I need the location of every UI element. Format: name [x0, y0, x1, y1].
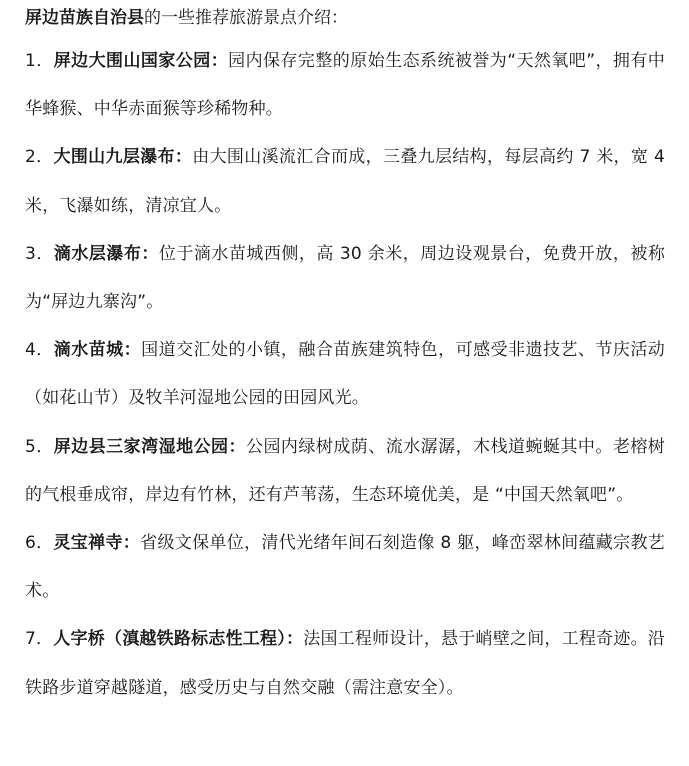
item-colon: ： [228, 436, 246, 457]
item-description: 省级文保单位，清代光绪年间石刻造像 8 躯，峰峦翠林间蕴藏宗教艺术。 [25, 533, 665, 602]
item-colon: ： [285, 629, 304, 650]
item-colon: ： [210, 51, 229, 71]
item-name: 大围山九层瀑布 [53, 147, 175, 168]
list-item-1 [25, 37, 665, 133]
item-description: 位于滴水苗城西侧，高 30 余米，周边设观景台，免费开放，被称为“屏边九寨沟”。 [25, 243, 666, 313]
list-item-6 [25, 519, 665, 615]
item-description: 园内保存完整的原始生态系统被誉为“天然氧吧”，拥有中华蜂猴、中华赤面猴等珍稀物种。 [25, 51, 665, 120]
item-description: 法国工程师设计，悬于峭壁之间，工程奇迹。沿铁路步道穿越隧道，感受历史与自然交融（需注意安全）。 [25, 629, 665, 698]
item-name: 屏边县三家湾湿地公园 [53, 436, 229, 457]
item-name: 人字桥（滇越铁路标志性工程） [53, 629, 286, 650]
item-number: 7． [25, 629, 54, 650]
item-description: 国道交汇处的小镇，融合苗族建筑特色，可感受非遗技艺、节庆活动（如花山节）及牧羊河湿地公园的田园风光。 [25, 340, 666, 409]
list-item-2 [25, 133, 665, 229]
item-name: 屏边大围山国家公园 [53, 51, 211, 71]
item-name: 灵宝禅寺 [53, 533, 123, 554]
intro-line [25, 3, 665, 33]
item-number: 4． [25, 340, 54, 361]
list-item-5 [25, 423, 665, 519]
intro-text: 的一些推荐旅游景点介绍： [144, 8, 348, 28]
item-number: 5． [25, 436, 54, 457]
list-item-3 [25, 230, 665, 326]
item-colon: ： [141, 243, 159, 264]
item-number: 1． [25, 51, 54, 71]
item-description: 由大围山溪流汇合而成，三叠九层结构，每层高约 7 米，宽 4 米，飞瀑如练，清凉宜人。 [25, 147, 666, 216]
item-colon: ： [122, 533, 141, 554]
item-number: 6． [25, 533, 54, 554]
item-number: 2． [25, 147, 54, 168]
item-name: 滴水苗城 [53, 340, 124, 361]
list-item-4 [25, 326, 665, 422]
item-number: 3． [25, 243, 54, 264]
item-colon: ： [174, 147, 193, 168]
item-name: 滴水层瀑布 [53, 243, 142, 264]
intro-lead: 屏边苗族自治县 [25, 8, 144, 28]
item-colon: ： [123, 340, 142, 361]
list-item-7 [25, 615, 665, 711]
item-description: 公园内绿树成荫、流水潺潺，木栈道蜿蜒其中。老榕树的气根垂成帘，岸边有竹林，还有芦苇荡，生态环境优美，是 “中国天然氧吧”。 [25, 436, 666, 505]
